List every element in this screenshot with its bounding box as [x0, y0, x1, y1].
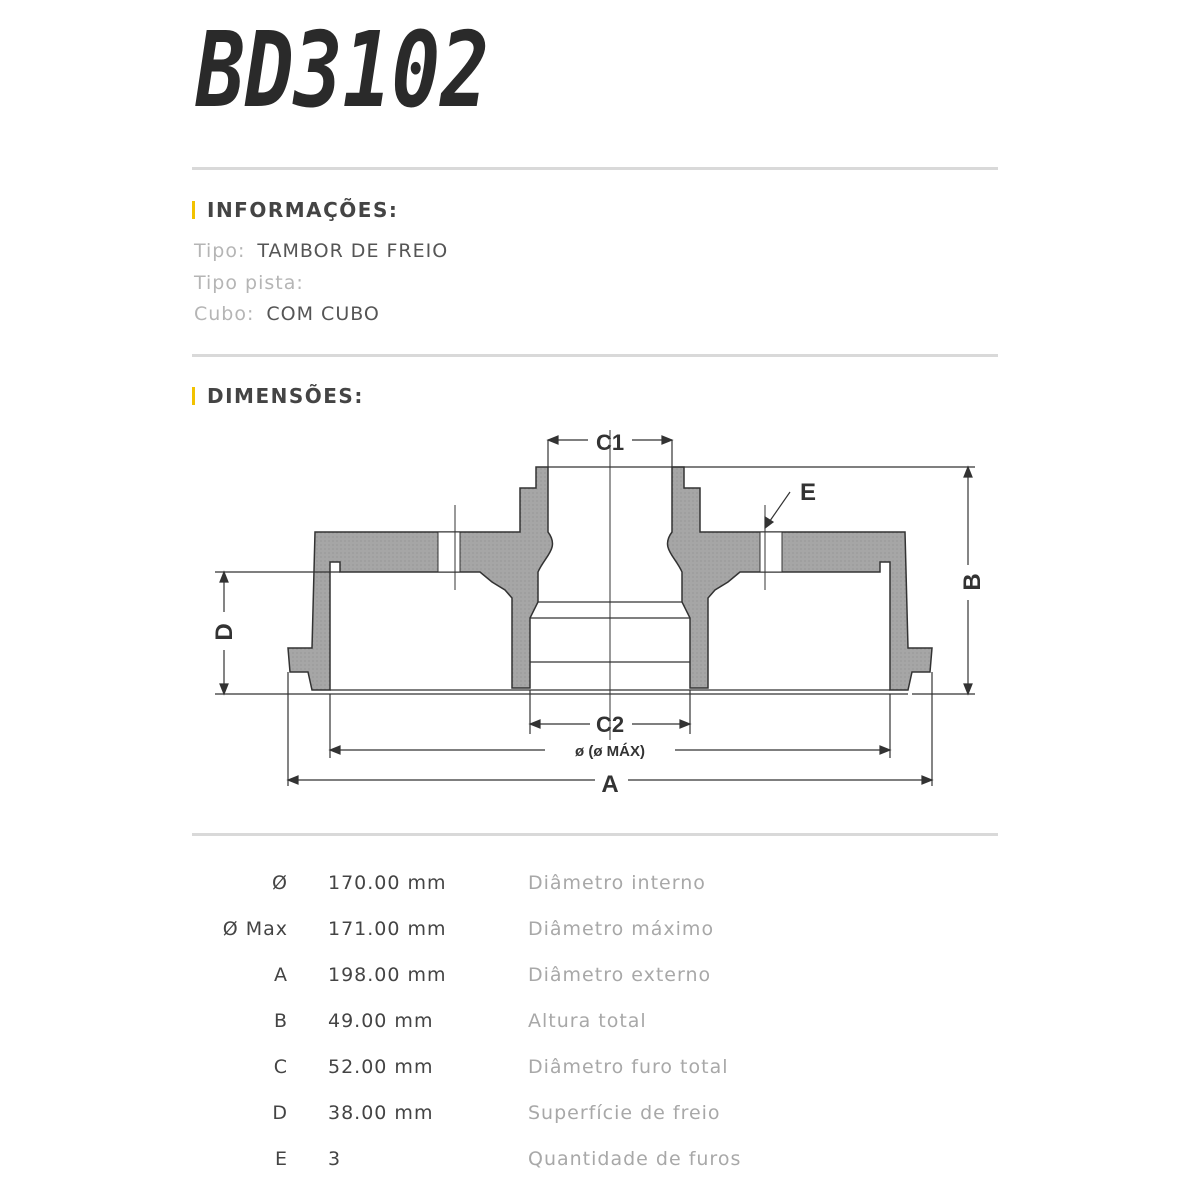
dimensions-heading: [192, 384, 364, 408]
dimension-description: Superfície de freio: [528, 1102, 721, 1124]
info-label: Cubo:: [194, 303, 255, 325]
info-row-track-type: [194, 272, 316, 294]
drum-section-left: [288, 467, 553, 690]
dimension-row: [192, 1102, 992, 1148]
dimension-description: Quantidade de furos: [528, 1148, 742, 1170]
info-value: TAMBOR DE FREIO: [257, 240, 449, 262]
label-a: A: [601, 771, 619, 798]
dimension-row: [192, 918, 992, 964]
dimension-symbol: D: [272, 1102, 288, 1124]
dimension-symbol: E: [274, 1148, 288, 1170]
dimension-row: [192, 1010, 992, 1056]
dimension-symbol: A: [274, 964, 288, 986]
info-heading-text: INFORMAÇÕES:: [207, 198, 399, 222]
divider: [192, 833, 998, 836]
label-b: B: [959, 573, 986, 591]
dimension-value: 38.00 mm: [328, 1102, 434, 1124]
dimension-value: 171.00 mm: [328, 918, 447, 940]
dimension-value: 52.00 mm: [328, 1056, 434, 1078]
info-heading: [192, 198, 398, 222]
dimension-description: Altura total: [528, 1010, 647, 1032]
product-code-title: BD3102: [196, 9, 490, 131]
label-diameter: ø (ø MÁX): [575, 743, 645, 760]
divider: [192, 354, 998, 357]
dimensions-heading-text: DIMENSÕES:: [207, 384, 364, 408]
dimension-symbol: C: [273, 1056, 288, 1078]
info-label: Tipo:: [194, 240, 246, 262]
dimension-row: [192, 872, 992, 918]
brake-drum-diagram: [190, 420, 1000, 800]
accent-bar: [192, 201, 195, 219]
info-value: COM CUBO: [266, 303, 380, 325]
dimension-symbol: B: [273, 1010, 288, 1032]
dimension-row: [192, 1056, 992, 1102]
dimension-description: Diâmetro máximo: [528, 918, 715, 940]
label-c1: C1: [595, 430, 625, 455]
info-row-hub: [194, 303, 380, 325]
dimension-description: Diâmetro externo: [528, 964, 712, 986]
label-d: D: [211, 623, 238, 641]
label-c2: C2: [595, 712, 625, 737]
dimension-value: 3: [328, 1148, 342, 1170]
dimension-value: 198.00 mm: [328, 964, 447, 986]
info-label: Tipo pista:: [194, 272, 304, 294]
dimension-value: 170.00 mm: [328, 872, 447, 894]
info-row-type: [194, 240, 448, 262]
accent-bar: [192, 387, 195, 405]
dimension-row: [192, 1148, 992, 1194]
dimension-row: [192, 964, 992, 1010]
label-e: E: [800, 479, 817, 506]
dimension-description: Diâmetro furo total: [528, 1056, 729, 1078]
dimension-symbol: Ø: [272, 872, 288, 894]
divider: [192, 167, 998, 170]
dimension-value: 49.00 mm: [328, 1010, 434, 1032]
dimension-symbol: Ø Max: [222, 918, 288, 940]
dimension-description: Diâmetro interno: [528, 872, 706, 894]
